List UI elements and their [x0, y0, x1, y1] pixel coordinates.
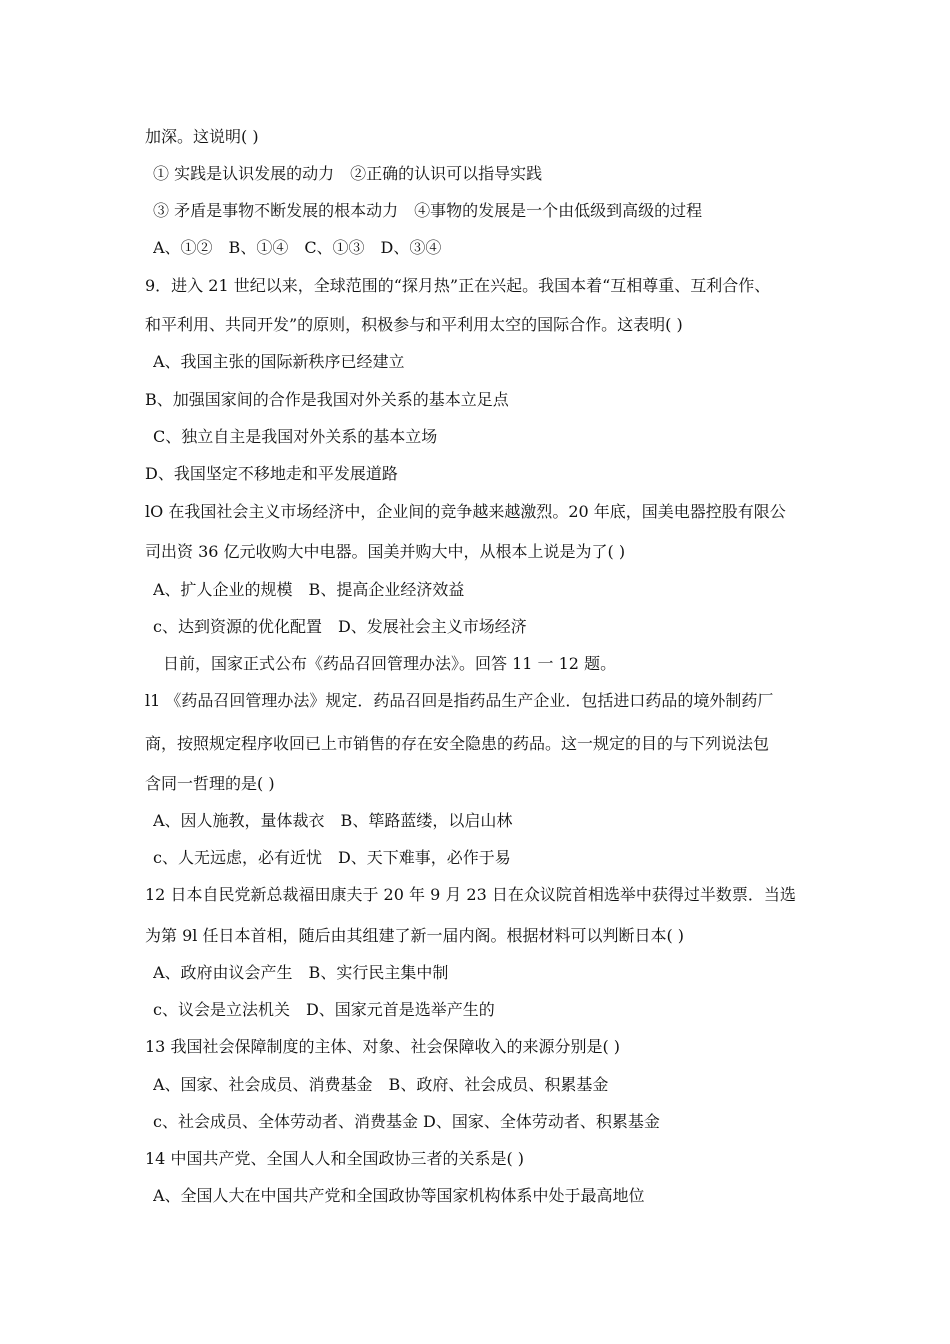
text-line: D、我国坚定不移地走和平发展道路 [145, 464, 398, 483]
question-9-stem: 9．进入 21 世纪以来，全球范围的“探月热”正在兴起。我国本着“互相尊重、互利合作、 [145, 276, 771, 295]
text-line: c、社会成员、全体劳动者、消费基金 D、国家、全体劳动者、积累基金 [153, 1112, 660, 1131]
text-line: A、政府由议会产生 B、实行民主集中制 [153, 963, 449, 982]
question-10-stem: lO 在我国社会主义市场经济中，企业间的竞争越来越激烈。20 年底，国美电器控股有限公 [145, 502, 786, 521]
text-line: c、人无远虑，必有近忧 D、天下难事，必作于易 [153, 848, 511, 867]
text-line: ① 实践是认识发展的动力 ②正确的认识可以指导实践 [153, 164, 543, 183]
text-line: A、国家、社会成员、消费基金 B、政府、社会成员、积累基金 [153, 1075, 609, 1094]
text-line: A、因人施教，量体裁衣 B、筚路蓝缕，以启山林 [153, 811, 513, 830]
text-line: C、独立自主是我国对外关系的基本立场 [153, 427, 438, 446]
text-line: 和平利用、共同开发”的原则，积极参与和平利用太空的国际合作。这表明( ) [145, 315, 683, 334]
text-line: 商，按照规定程序收回已上市销售的存在安全隐患的药品。这一规定的目的与下列说法包 [145, 734, 770, 753]
question-11-stem: l1 《药品召回管理办法》规定．药品召回是指药品生产企业．包括进口药品的境外制药厂 [145, 691, 774, 710]
text-line: 加深。这说明( ) [145, 127, 259, 146]
text-line: ③ 矛盾是事物不断发展的根本动力 ④事物的发展是一个由低级到高级的过程 [153, 201, 703, 220]
question-12-stem: 12 日本自民党新总裁福田康夫于 20 年 9 月 23 日在众议院首相选举中获得过半数票．当选 [145, 885, 796, 904]
text-line: A、全国人大在中国共产党和全国政协等国家机构体系中处于最高地位 [153, 1186, 645, 1205]
text-line: c、议会是立法机关 D、国家元首是选举产生的 [153, 1000, 495, 1019]
text-line: A、我国主张的国际新秩序已经建立 [153, 352, 405, 371]
question-14-stem: 14 中国共产党、全国人人和全国政协三者的关系是( ) [145, 1149, 525, 1168]
text-line: B、加强国家间的合作是我国对外关系的基本立足点 [145, 390, 509, 409]
text-line: A、扩人企业的规模 B、提高企业经济效益 [153, 580, 465, 599]
text-line: 司出资 36 亿元收购大中电器。国美并购大中，从根本上说是为了( ) [145, 542, 626, 561]
text-line: 含同一哲理的是( ) [145, 774, 275, 793]
text-line: 日前，国家正式公布《药品召回管理办法》。回答 11 一 12 题。 [163, 654, 617, 673]
text-line: A、①② B、①④ C、①③ D、③④ [153, 238, 442, 257]
text-line: c、达到资源的优化配置 D、发展社会主义市场经济 [153, 617, 527, 636]
question-13-stem: 13 我国社会保障制度的主体、对象、社会保障收入的来源分别是( ) [145, 1037, 621, 1056]
text-line: 为第 9l 任日本首相，随后由其组建了新一届内阁。根据材料可以判断日本( ) [145, 926, 685, 945]
